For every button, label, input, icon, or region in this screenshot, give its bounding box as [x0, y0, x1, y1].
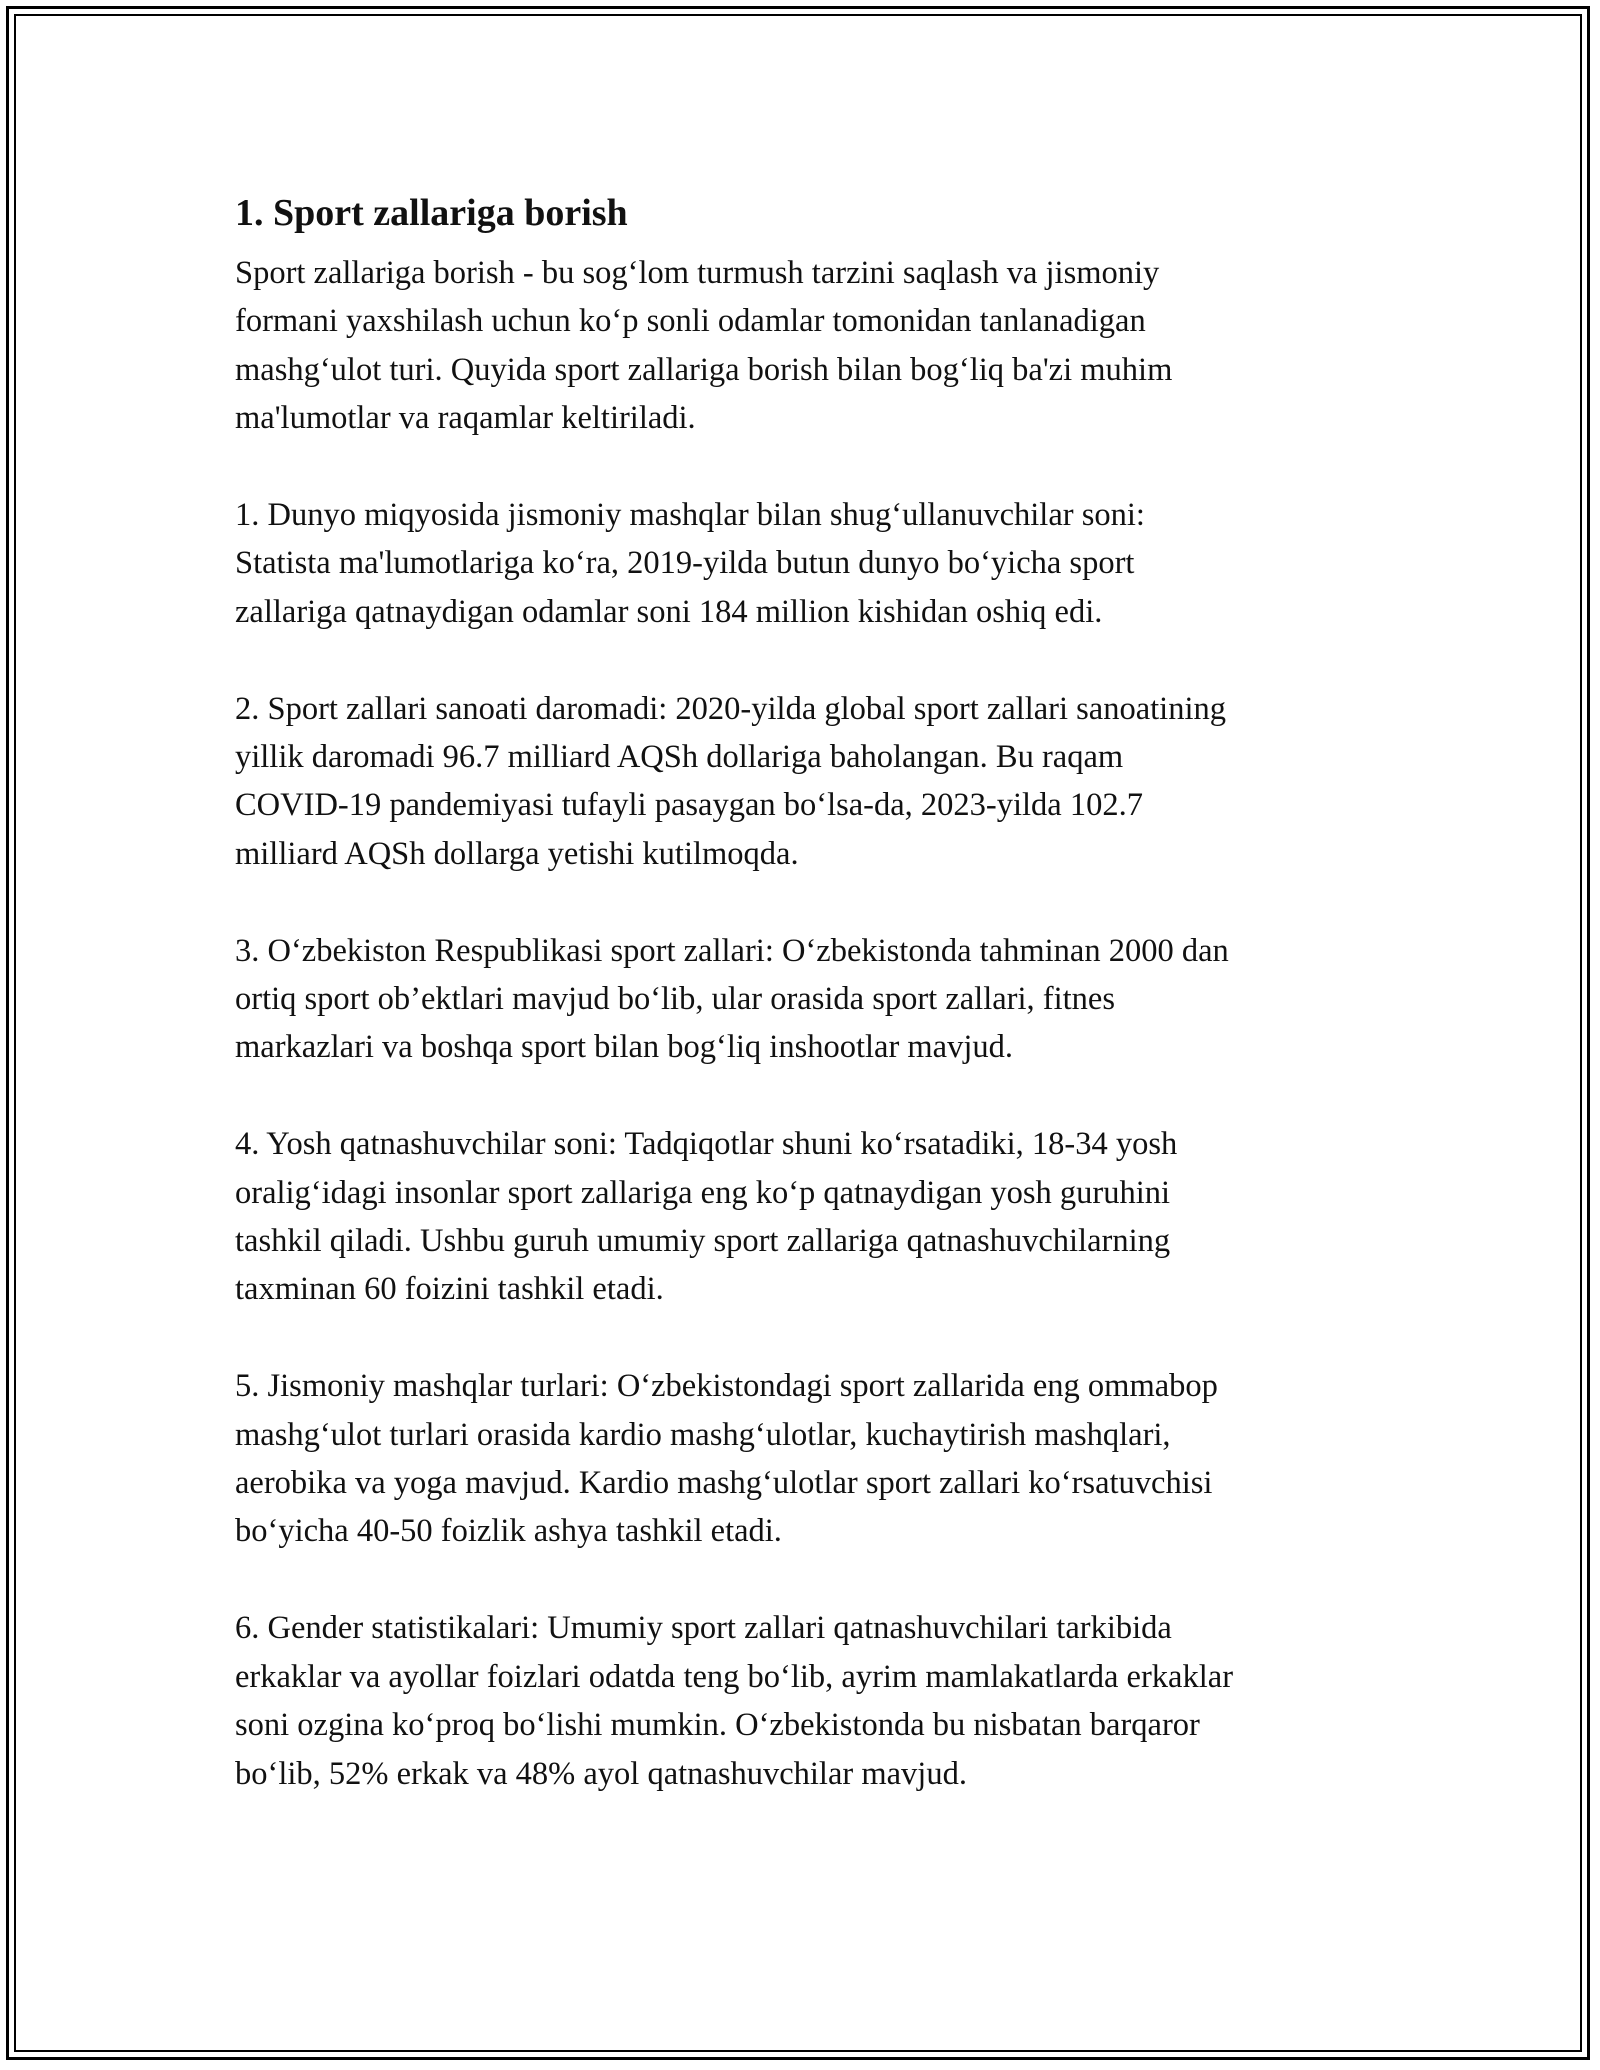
text-line: 6. Gender statistikalari: Umumiy sport zallari qatnashuvchilari tarkibida: [235, 1610, 1172, 1647]
text-line: bo‘lib, 52% erkak va 48% ayol qatnashuvchilar mavjud.: [235, 1755, 967, 1792]
text-line: 2. Sport zallari sanoati daromadi: 2020-yilda global sport zallari sanoatining: [235, 690, 1226, 727]
text-line: taxminan 60 foizini tashkil etadi.: [235, 1271, 664, 1308]
text-line: formani yaxshilash uchun ko‘p sonli odamlar tomonidan tanlanadigan: [235, 303, 1146, 340]
point-4-paragraph: [235, 1120, 1385, 1314]
section-heading: 1. Sport zallariga borish: [235, 192, 628, 234]
text-line: zallariga qatnaydigan odamlar soni 184 million kishidan oshiq edi.: [235, 593, 1103, 630]
text-line: oralig‘idagi insonlar sport zallariga eng ko‘p qatnaydigan yosh guruhini: [235, 1174, 1171, 1211]
text-line: mashg‘ulot turi. Quyida sport zallariga borish bilan bog‘liq ba'zi muhim: [235, 351, 1173, 388]
text-line: ma'lumotlar va raqamlar keltiriladi.: [235, 400, 696, 437]
intro-paragraph: [235, 249, 1385, 443]
point-3-paragraph: [235, 927, 1385, 1072]
point-5-paragraph: [235, 1362, 1385, 1556]
text-line: tashkil qiladi. Ushbu guruh umumiy sport zallariga qatnashuvchilarning: [235, 1223, 1171, 1260]
text-line: bo‘yicha 40-50 foizlik ashya tashkil etadi.: [235, 1513, 782, 1550]
text-line: yillik daromadi 96.7 milliard AQSh dollariga baholangan. Bu raqam: [235, 739, 1124, 776]
text-line: erkaklar va ayollar foizlari odatda teng bo‘lib, ayrim mamlakatlarda erkaklar: [235, 1658, 1234, 1695]
text-line: 5. Jismoniy mashqlar turlari: O‘zbekistondagi sport zallarida eng ommabop: [235, 1368, 1218, 1405]
point-1-paragraph: [235, 491, 1385, 636]
text-line: markazlari va boshqa sport bilan bog‘liq inshootlar mavjud.: [235, 1029, 1014, 1066]
text-line: Sport zallariga borish - bu sog‘lom turmush tarzini saqlash va jismoniy: [235, 255, 1160, 291]
text-line: aerobika va yoga mavjud. Kardio mashg‘ulotlar sport zallari ko‘rsatuvchisi: [235, 1465, 1213, 1502]
text-line: Statista ma'lumotlariga ko‘ra, 2019-yilda butun dunyo bo‘yicha sport: [235, 545, 1135, 582]
document-body: [235, 185, 1385, 1846]
point-6-paragraph: [235, 1604, 1385, 1798]
text-line: 1. Dunyo miqyosida jismoniy mashqlar bilan shug‘ullanuvchilar soni:: [235, 497, 1145, 534]
point-2-paragraph: [235, 685, 1385, 879]
text-line: soni ozgina ko‘proq bo‘lishi mumkin. O‘zbekistonda bu nisbatan barqaror: [235, 1707, 1200, 1744]
text-line: COVID-19 pandemiyasi tufayli pasaygan bo‘lsa-da, 2023-yilda 102.7: [235, 787, 1143, 824]
text-line: ortiq sport ob’ektlari mavjud bo‘lib, ular orasida sport zallari, fitnes: [235, 981, 1115, 1018]
text-line: mashg‘ulot turlari orasida kardio mashg‘ulotlar, kuchaytirish mashqlari,: [235, 1416, 1171, 1453]
text-line: 3. O‘zbekiston Respublikasi sport zallari: O‘zbekistonda tahminan 2000 dan: [235, 932, 1229, 969]
text-line: 4. Yosh qatnashuvchilar soni: Tadqiqotlar shuni ko‘rsatadiki, 18-34 yosh: [235, 1126, 1178, 1163]
text-line: milliard AQSh dollarga yetishi kutilmoqda.: [235, 835, 799, 872]
